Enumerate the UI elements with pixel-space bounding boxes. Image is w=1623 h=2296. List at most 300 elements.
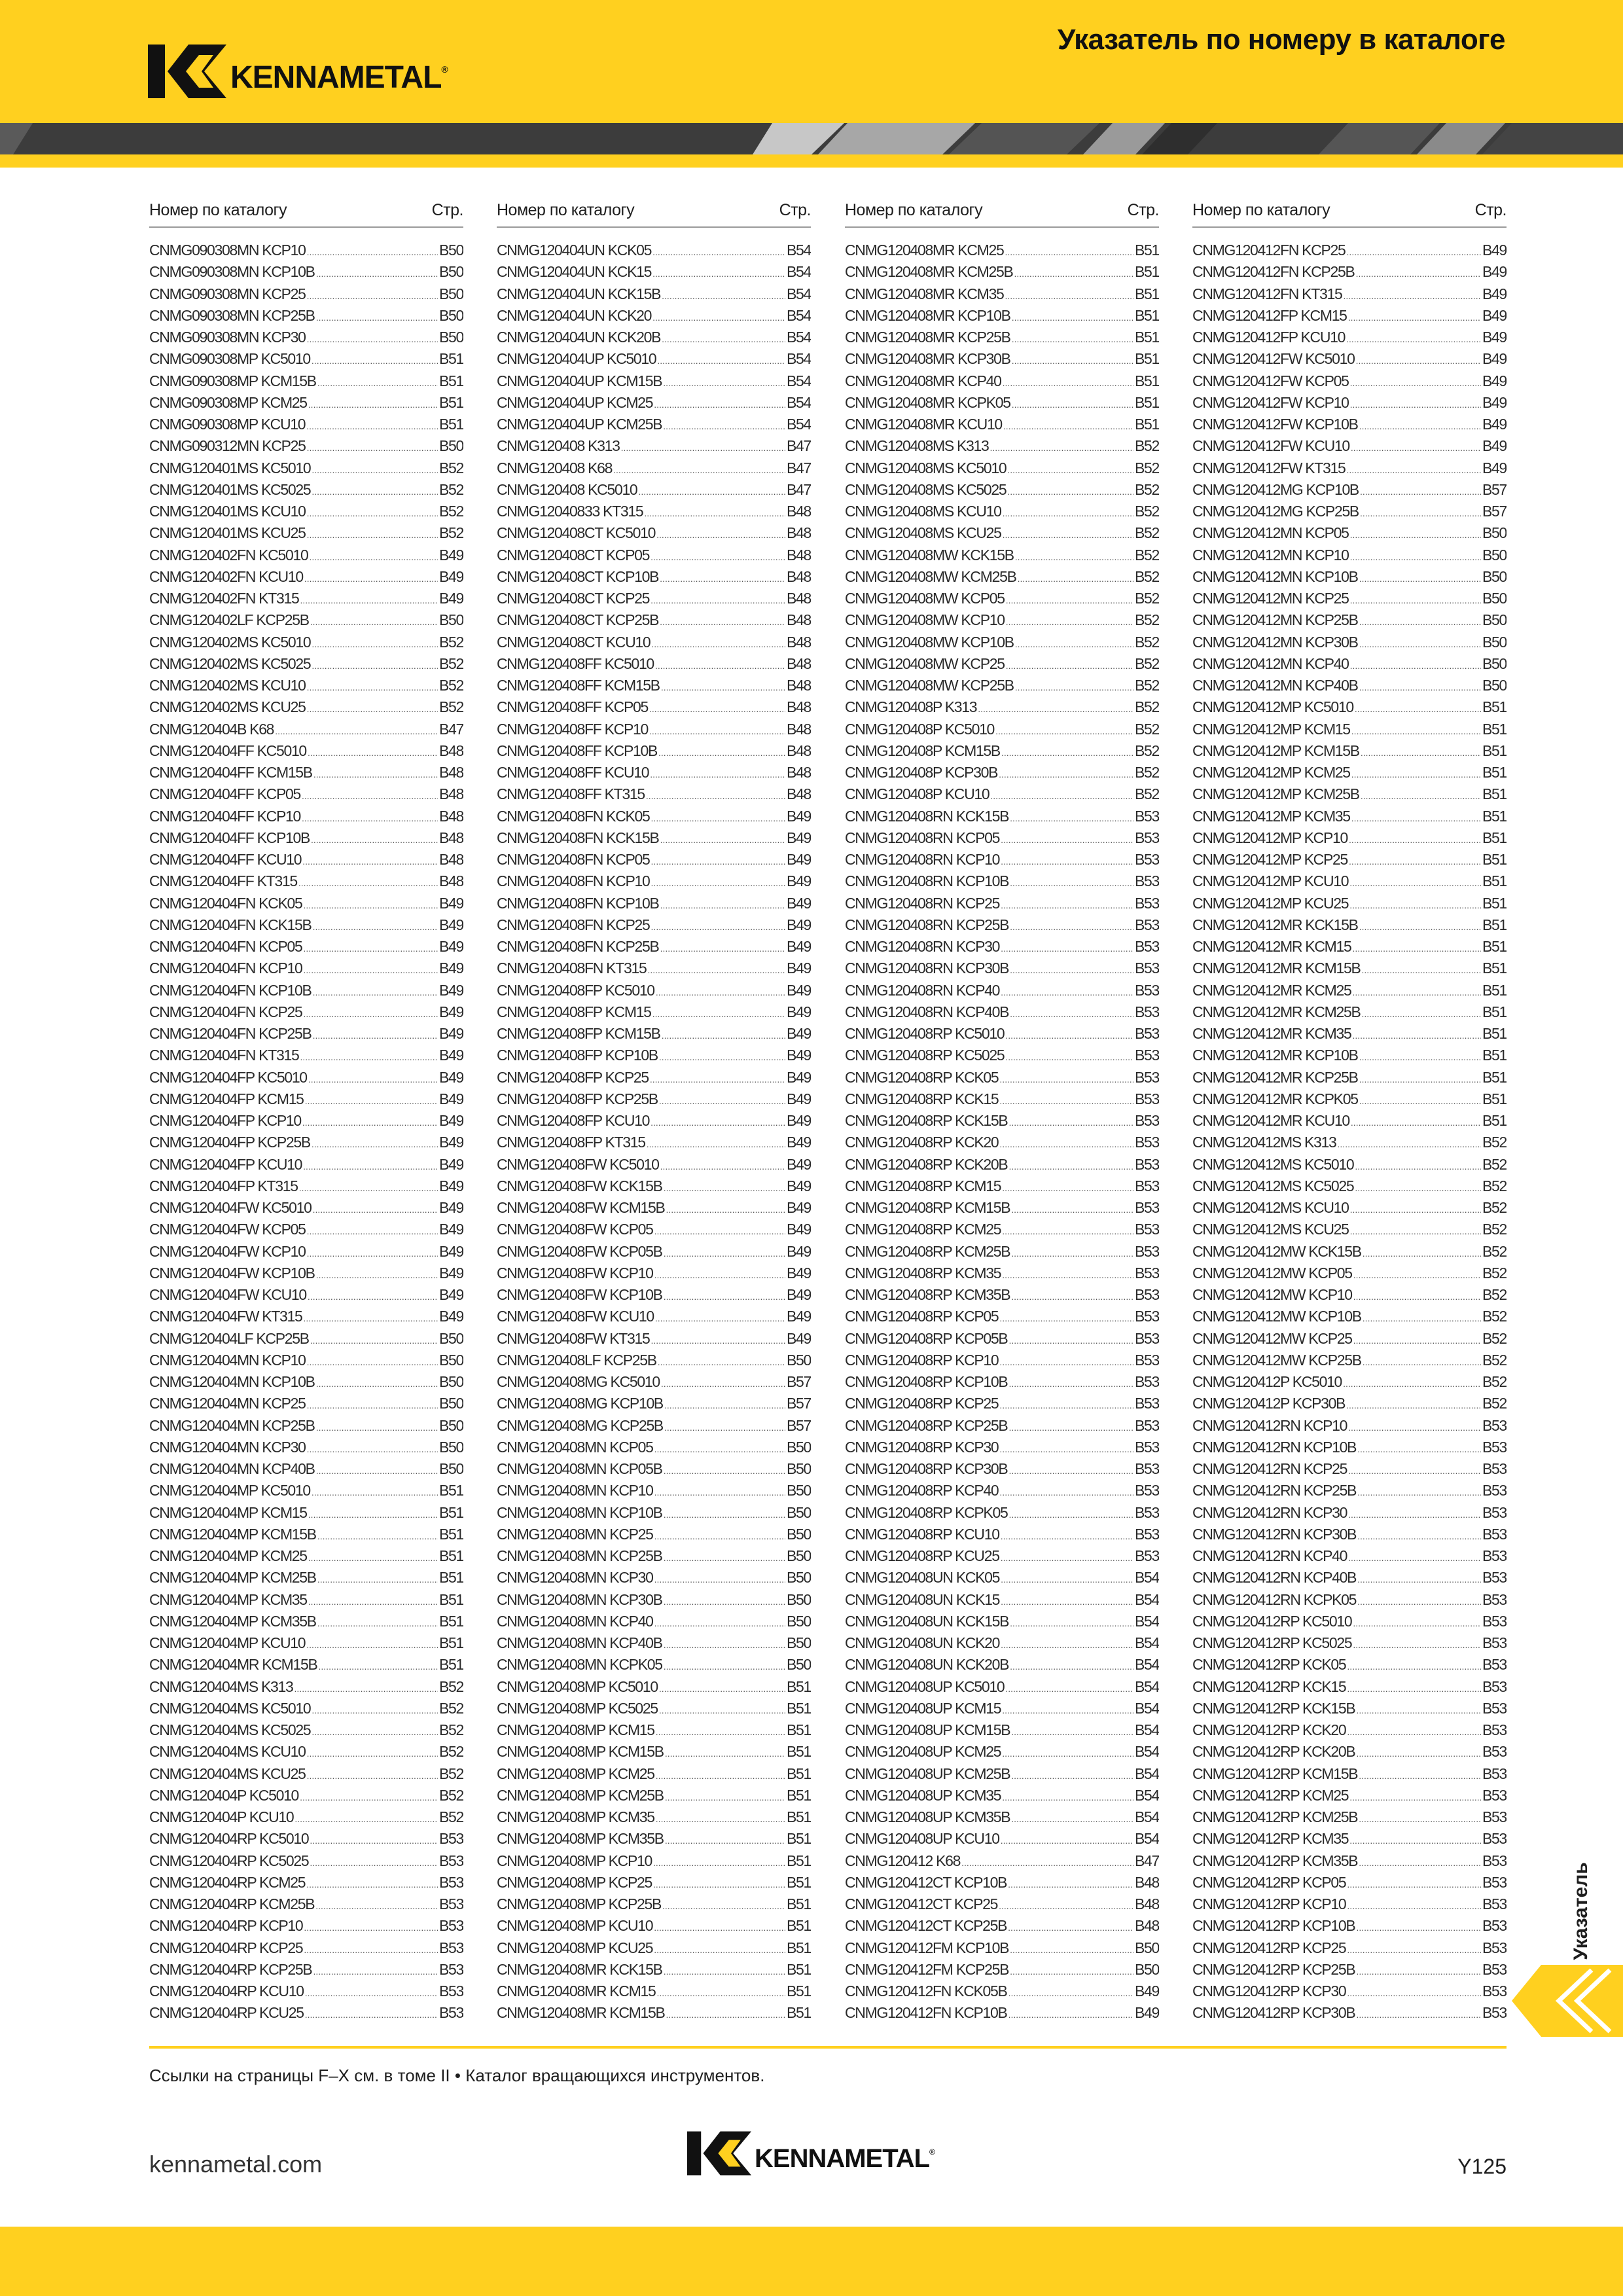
page-reference[interactable]: B47 xyxy=(786,459,811,476)
page-reference[interactable]: B47 xyxy=(786,480,811,498)
page-reference[interactable]: B51 xyxy=(1482,1003,1507,1020)
page-reference[interactable]: B53 xyxy=(1482,1416,1507,1434)
index-row[interactable] xyxy=(497,1676,811,1698)
page-reference[interactable]: B49 xyxy=(786,1068,811,1086)
page-reference[interactable]: B53 xyxy=(1482,1460,1507,1477)
page-reference[interactable]: B48 xyxy=(786,546,811,564)
index-row[interactable] xyxy=(497,675,811,696)
index-row[interactable] xyxy=(497,1001,811,1023)
page-reference[interactable]: B49 xyxy=(786,1177,811,1194)
page-reference[interactable]: B49 xyxy=(438,894,463,912)
index-row[interactable] xyxy=(1192,914,1507,936)
page-reference[interactable]: B49 xyxy=(786,894,811,912)
index-row[interactable] xyxy=(845,283,1159,305)
page-reference[interactable]: B51 xyxy=(786,1786,811,1804)
index-row[interactable] xyxy=(845,1959,1159,1981)
index-row[interactable] xyxy=(1192,1937,1507,1959)
page-reference[interactable]: B53 xyxy=(1134,1503,1159,1521)
index-row[interactable] xyxy=(149,1154,463,1175)
page-reference[interactable]: B51 xyxy=(1482,1090,1507,1107)
page-reference[interactable]: B49 xyxy=(786,807,811,825)
page-reference[interactable]: B52 xyxy=(438,1786,463,1804)
index-row[interactable] xyxy=(1192,1284,1507,1306)
index-row[interactable] xyxy=(149,1524,463,1545)
page-reference[interactable]: B51 xyxy=(438,1482,463,1499)
page-reference[interactable]: B48 xyxy=(438,807,463,825)
index-row[interactable] xyxy=(497,1175,811,1197)
page-reference[interactable]: B51 xyxy=(1482,851,1507,868)
page-reference[interactable]: B51 xyxy=(438,1590,463,1608)
index-row[interactable] xyxy=(845,1567,1159,1588)
index-row[interactable] xyxy=(149,1850,463,1872)
page-reference[interactable]: B53 xyxy=(438,1917,463,1935)
index-row[interactable] xyxy=(149,1545,463,1567)
page-reference[interactable]: B51 xyxy=(786,1895,811,1912)
page-reference[interactable]: B51 xyxy=(786,1982,811,2000)
page-reference[interactable]: B50 xyxy=(786,1482,811,1499)
page-reference[interactable]: B53 xyxy=(1134,938,1159,955)
page-reference[interactable]: B51 xyxy=(786,1699,811,1717)
page-reference[interactable]: B53 xyxy=(1134,1264,1159,1282)
page-reference[interactable]: B53 xyxy=(1482,1786,1507,1804)
index-row[interactable] xyxy=(845,1806,1159,1828)
index-row[interactable] xyxy=(1192,1415,1507,1437)
index-row[interactable] xyxy=(149,414,463,435)
index-row[interactable] xyxy=(497,1741,811,1763)
index-row[interactable] xyxy=(1192,1893,1507,1915)
page-reference[interactable]: B51 xyxy=(438,1525,463,1543)
page-reference[interactable]: B49 xyxy=(438,1264,463,1282)
page-reference[interactable]: B51 xyxy=(786,1721,811,1738)
index-row[interactable] xyxy=(497,609,811,631)
page-reference[interactable]: B51 xyxy=(786,1830,811,1848)
index-row[interactable] xyxy=(149,1915,463,1937)
page-reference[interactable]: B50 xyxy=(438,242,463,259)
index-row[interactable] xyxy=(1192,1632,1507,1654)
index-row[interactable] xyxy=(1192,1350,1507,1371)
page-reference[interactable]: B51 xyxy=(1482,807,1507,825)
index-row[interactable] xyxy=(1192,936,1507,958)
index-row[interactable] xyxy=(497,566,811,588)
page-reference[interactable]: B48 xyxy=(1134,1873,1159,1891)
page-reference[interactable]: B51 xyxy=(1482,916,1507,933)
page-reference[interactable]: B52 xyxy=(438,1765,463,1782)
index-row[interactable] xyxy=(845,1741,1159,1763)
page-reference[interactable]: B49 xyxy=(786,1155,811,1173)
page-reference[interactable]: B49 xyxy=(438,916,463,933)
page-reference[interactable]: B51 xyxy=(1482,785,1507,803)
side-tab[interactable] xyxy=(1542,1846,1620,1977)
page-reference[interactable]: B52 xyxy=(438,1721,463,1738)
index-row[interactable] xyxy=(845,1306,1159,1327)
index-row[interactable] xyxy=(149,1088,463,1110)
page-reference[interactable]: B50 xyxy=(786,1590,811,1608)
index-row[interactable] xyxy=(497,2002,811,2024)
page-reference[interactable]: B48 xyxy=(438,829,463,846)
page-reference[interactable]: B53 xyxy=(1482,1808,1507,1825)
index-row[interactable] xyxy=(149,1241,463,1263)
page-reference[interactable]: B50 xyxy=(786,1438,811,1456)
index-row[interactable] xyxy=(845,435,1159,457)
index-row[interactable] xyxy=(149,1437,463,1458)
index-row[interactable] xyxy=(149,1806,463,1828)
page-reference[interactable]: B51 xyxy=(786,1852,811,1869)
index-row[interactable] xyxy=(1192,1480,1507,1501)
index-row[interactable] xyxy=(497,545,811,566)
page-reference[interactable]: B53 xyxy=(1482,1873,1507,1891)
index-row[interactable] xyxy=(497,1480,811,1501)
page-reference[interactable]: B49 xyxy=(438,1047,463,1064)
page-reference[interactable]: B51 xyxy=(438,1612,463,1630)
index-row[interactable] xyxy=(1192,1241,1507,1263)
page-reference[interactable]: B49 xyxy=(786,1286,811,1303)
page-reference[interactable]: B51 xyxy=(438,350,463,368)
page-reference[interactable]: B52 xyxy=(1482,1286,1507,1303)
page-reference[interactable]: B49 xyxy=(786,1134,811,1151)
page-reference[interactable]: B51 xyxy=(1482,894,1507,912)
index-row[interactable] xyxy=(845,1437,1159,1458)
index-row[interactable] xyxy=(845,1350,1159,1371)
page-reference[interactable]: B53 xyxy=(1482,1830,1507,1848)
page-reference[interactable]: B50 xyxy=(786,1547,811,1564)
index-row[interactable] xyxy=(845,1023,1159,1045)
page-reference[interactable]: B51 xyxy=(1134,285,1159,302)
index-row[interactable] xyxy=(149,1567,463,1588)
page-reference[interactable]: B53 xyxy=(1134,1068,1159,1086)
index-row[interactable] xyxy=(149,1981,463,2002)
index-row[interactable] xyxy=(497,1524,811,1545)
index-row[interactable] xyxy=(149,1045,463,1066)
page-reference[interactable]: B50 xyxy=(1482,590,1507,607)
page-reference[interactable]: B50 xyxy=(786,1460,811,1477)
index-row[interactable] xyxy=(1192,849,1507,870)
index-row[interactable] xyxy=(845,1676,1159,1698)
index-row[interactable] xyxy=(845,827,1159,849)
page-reference[interactable]: B48 xyxy=(438,764,463,781)
index-row[interactable] xyxy=(845,370,1159,392)
index-row[interactable] xyxy=(1192,696,1507,718)
page-reference[interactable]: B50 xyxy=(438,285,463,302)
index-row[interactable] xyxy=(149,653,463,675)
page-reference[interactable]: B49 xyxy=(1482,372,1507,389)
page-reference[interactable]: B54 xyxy=(1134,1721,1159,1738)
page-reference[interactable]: B54 xyxy=(1134,1765,1159,1782)
page-reference[interactable]: B51 xyxy=(1134,393,1159,411)
page-reference[interactable]: B49 xyxy=(786,1003,811,1020)
page-reference[interactable]: B53 xyxy=(438,1960,463,1978)
index-row[interactable] xyxy=(1192,1828,1507,1850)
page-reference[interactable]: B49 xyxy=(438,1025,463,1042)
index-row[interactable] xyxy=(149,1067,463,1088)
page-reference[interactable]: B53 xyxy=(1482,1438,1507,1456)
page-reference[interactable]: B51 xyxy=(1482,872,1507,890)
index-row[interactable] xyxy=(149,675,463,696)
index-row[interactable] xyxy=(149,2002,463,2024)
index-row[interactable] xyxy=(1192,1719,1507,1741)
index-row[interactable] xyxy=(149,958,463,979)
page-reference[interactable]: B51 xyxy=(1134,416,1159,433)
index-row[interactable] xyxy=(149,1132,463,1153)
index-row[interactable] xyxy=(1192,1154,1507,1175)
page-reference[interactable]: B53 xyxy=(1482,1743,1507,1761)
page-reference[interactable]: B53 xyxy=(1134,1199,1159,1216)
index-row[interactable] xyxy=(149,545,463,566)
page-reference[interactable]: B49 xyxy=(438,1134,463,1151)
index-row[interactable] xyxy=(497,1589,811,1611)
page-reference[interactable]: B54 xyxy=(1134,1569,1159,1587)
page-reference[interactable]: B49 xyxy=(438,1068,463,1086)
index-row[interactable] xyxy=(497,1371,811,1393)
index-row[interactable] xyxy=(497,958,811,979)
index-row[interactable] xyxy=(1192,806,1507,827)
index-row[interactable] xyxy=(1192,1785,1507,1806)
page-reference[interactable]: B49 xyxy=(786,981,811,999)
index-row[interactable] xyxy=(845,675,1159,696)
page-reference[interactable]: B51 xyxy=(1134,263,1159,281)
index-row[interactable] xyxy=(149,914,463,936)
index-row[interactable] xyxy=(497,327,811,348)
page-reference[interactable]: B48 xyxy=(786,611,811,629)
index-row[interactable] xyxy=(149,1785,463,1806)
page-reference[interactable]: B51 xyxy=(1482,764,1507,781)
index-row[interactable] xyxy=(497,1023,811,1045)
index-row[interactable] xyxy=(149,1893,463,1915)
index-row[interactable] xyxy=(497,762,811,783)
page-reference[interactable]: B54 xyxy=(786,242,811,259)
page-reference[interactable]: B51 xyxy=(438,1656,463,1674)
index-row[interactable] xyxy=(845,893,1159,914)
index-row[interactable] xyxy=(1192,762,1507,783)
index-row[interactable] xyxy=(1192,348,1507,370)
page-reference[interactable]: B52 xyxy=(438,1743,463,1761)
page-reference[interactable]: B52 xyxy=(1134,480,1159,498)
page-reference[interactable]: B53 xyxy=(438,1939,463,1956)
index-row[interactable] xyxy=(845,1611,1159,1632)
page-reference[interactable]: B52 xyxy=(1134,459,1159,476)
index-row[interactable] xyxy=(845,958,1159,979)
page-reference[interactable]: B53 xyxy=(1134,1112,1159,1129)
index-row[interactable] xyxy=(1192,783,1507,805)
page-reference[interactable]: B53 xyxy=(438,2004,463,2022)
page-reference[interactable]: B50 xyxy=(438,1438,463,1456)
index-row[interactable] xyxy=(497,1458,811,1480)
page-reference[interactable]: B50 xyxy=(1482,655,1507,672)
index-row[interactable] xyxy=(845,740,1159,762)
page-reference[interactable]: B52 xyxy=(1134,546,1159,564)
page-reference[interactable]: B51 xyxy=(1482,1025,1507,1042)
page-reference[interactable]: B49 xyxy=(786,1242,811,1260)
index-row[interactable] xyxy=(1192,370,1507,392)
index-row[interactable] xyxy=(149,1175,463,1197)
page-reference[interactable]: B53 xyxy=(1134,1090,1159,1107)
page-reference[interactable]: B49 xyxy=(786,1221,811,1238)
page-reference[interactable]: B48 xyxy=(438,872,463,890)
index-row[interactable] xyxy=(1192,566,1507,588)
index-row[interactable] xyxy=(149,348,463,370)
page-reference[interactable]: B52 xyxy=(1482,1395,1507,1412)
index-row[interactable] xyxy=(1192,1567,1507,1588)
index-row[interactable] xyxy=(149,1872,463,1893)
index-row[interactable] xyxy=(845,1524,1159,1545)
page-reference[interactable]: B50 xyxy=(786,1569,811,1587)
page-reference[interactable]: B50 xyxy=(1134,1960,1159,1978)
page-reference[interactable]: B50 xyxy=(438,1373,463,1390)
index-row[interactable] xyxy=(149,980,463,1001)
index-row[interactable] xyxy=(1192,1763,1507,1785)
page-reference[interactable]: B53 xyxy=(1134,807,1159,825)
index-row[interactable] xyxy=(497,980,811,1001)
page-reference[interactable]: B51 xyxy=(438,1634,463,1651)
index-row[interactable] xyxy=(497,1067,811,1088)
index-row[interactable] xyxy=(149,327,463,348)
index-row[interactable] xyxy=(1192,501,1507,522)
index-row[interactable] xyxy=(149,870,463,892)
page-reference[interactable]: B51 xyxy=(1482,981,1507,999)
page-reference[interactable]: B48 xyxy=(786,677,811,694)
index-row[interactable] xyxy=(845,566,1159,588)
page-reference[interactable]: B54 xyxy=(1134,1656,1159,1674)
index-row[interactable] xyxy=(845,1045,1159,1066)
page-reference[interactable]: B49 xyxy=(786,1047,811,1064)
index-row[interactable] xyxy=(1192,392,1507,414)
index-row[interactable] xyxy=(149,1611,463,1632)
page-reference[interactable]: B50 xyxy=(1482,611,1507,629)
index-row[interactable] xyxy=(1192,1959,1507,1981)
index-row[interactable] xyxy=(845,1067,1159,1088)
page-reference[interactable]: B51 xyxy=(786,1765,811,1782)
index-row[interactable] xyxy=(1192,1371,1507,1393)
index-row[interactable] xyxy=(845,1698,1159,1719)
index-row[interactable] xyxy=(149,305,463,327)
page-reference[interactable]: B52 xyxy=(438,677,463,694)
index-row[interactable] xyxy=(845,1589,1159,1611)
page-reference[interactable]: B51 xyxy=(438,393,463,411)
index-row[interactable] xyxy=(845,632,1159,653)
page-reference[interactable]: B53 xyxy=(1482,1569,1507,1587)
page-reference[interactable]: B50 xyxy=(1482,567,1507,585)
page-reference[interactable]: B49 xyxy=(1482,263,1507,281)
page-reference[interactable]: B53 xyxy=(1482,1895,1507,1912)
index-row[interactable] xyxy=(1192,1263,1507,1284)
page-reference[interactable]: B53 xyxy=(1482,1721,1507,1738)
page-reference[interactable]: B49 xyxy=(1482,285,1507,302)
index-row[interactable] xyxy=(497,827,811,849)
page-reference[interactable]: B53 xyxy=(1134,1351,1159,1369)
index-row[interactable] xyxy=(497,783,811,805)
page-reference[interactable]: B54 xyxy=(786,393,811,411)
page-reference[interactable]: B53 xyxy=(1482,1590,1507,1608)
index-row[interactable] xyxy=(1192,609,1507,631)
index-row[interactable] xyxy=(845,1654,1159,1676)
index-row[interactable] xyxy=(1192,1611,1507,1632)
index-row[interactable] xyxy=(497,1045,811,1066)
index-row[interactable] xyxy=(845,392,1159,414)
index-row[interactable] xyxy=(845,1480,1159,1501)
index-row[interactable] xyxy=(845,1132,1159,1153)
page-reference[interactable]: B51 xyxy=(1482,742,1507,759)
index-row[interactable] xyxy=(149,1001,463,1023)
page-reference[interactable]: B52 xyxy=(1482,1329,1507,1347)
index-row[interactable] xyxy=(149,1632,463,1654)
page-reference[interactable]: B48 xyxy=(786,503,811,520)
page-reference[interactable]: B51 xyxy=(1482,829,1507,846)
index-row[interactable] xyxy=(845,1175,1159,1197)
page-reference[interactable]: B49 xyxy=(438,1112,463,1129)
page-reference[interactable]: B51 xyxy=(786,1960,811,1978)
index-row[interactable] xyxy=(845,1328,1159,1350)
page-reference[interactable]: B49 xyxy=(438,1177,463,1194)
page-reference[interactable]: B49 xyxy=(1134,1982,1159,2000)
page-reference[interactable]: B53 xyxy=(1134,1416,1159,1434)
page-reference[interactable]: B49 xyxy=(438,981,463,999)
index-row[interactable] xyxy=(845,980,1159,1001)
page-reference[interactable]: B53 xyxy=(1134,894,1159,912)
index-row[interactable] xyxy=(497,1263,811,1284)
index-row[interactable] xyxy=(845,1001,1159,1023)
index-row[interactable] xyxy=(845,305,1159,327)
page-reference[interactable]: B50 xyxy=(786,1634,811,1651)
page-reference[interactable]: B49 xyxy=(438,567,463,585)
page-reference[interactable]: B49 xyxy=(438,938,463,955)
page-reference[interactable]: B52 xyxy=(1134,590,1159,607)
index-row[interactable] xyxy=(1192,457,1507,479)
index-row[interactable] xyxy=(845,1197,1159,1219)
index-row[interactable] xyxy=(497,240,811,261)
page-reference[interactable]: B52 xyxy=(1134,633,1159,651)
page-reference[interactable]: B53 xyxy=(438,1830,463,1848)
index-row[interactable] xyxy=(149,283,463,305)
index-row[interactable] xyxy=(1192,1132,1507,1153)
page-reference[interactable]: B49 xyxy=(786,960,811,977)
index-row[interactable] xyxy=(845,522,1159,544)
page-reference[interactable]: B50 xyxy=(1482,677,1507,694)
index-row[interactable] xyxy=(845,348,1159,370)
page-reference[interactable]: B51 xyxy=(438,1547,463,1564)
index-row[interactable] xyxy=(1192,632,1507,653)
index-row[interactable] xyxy=(497,522,811,544)
index-row[interactable] xyxy=(845,1110,1159,1132)
index-row[interactable] xyxy=(149,632,463,653)
page-reference[interactable]: B53 xyxy=(1134,1525,1159,1543)
page-reference[interactable]: B48 xyxy=(786,785,811,803)
page-reference[interactable]: B53 xyxy=(1482,1765,1507,1782)
index-row[interactable] xyxy=(845,914,1159,936)
index-row[interactable] xyxy=(845,1219,1159,1240)
page-reference[interactable]: B49 xyxy=(786,1025,811,1042)
page-reference[interactable]: B52 xyxy=(1482,1373,1507,1390)
index-row[interactable] xyxy=(497,392,811,414)
page-reference[interactable]: B50 xyxy=(1482,633,1507,651)
index-row[interactable] xyxy=(149,1480,463,1501)
page-reference[interactable]: B53 xyxy=(1134,872,1159,890)
page-reference[interactable]: B53 xyxy=(1134,1438,1159,1456)
index-row[interactable] xyxy=(497,1785,811,1806)
index-row[interactable] xyxy=(845,1872,1159,1893)
page-reference[interactable]: B53 xyxy=(1482,1656,1507,1674)
index-row[interactable] xyxy=(497,1611,811,1632)
index-row[interactable] xyxy=(149,1719,463,1741)
page-reference[interactable]: B53 xyxy=(1134,1460,1159,1477)
page-reference[interactable]: B53 xyxy=(1482,1547,1507,1564)
page-reference[interactable]: B51 xyxy=(786,1808,811,1825)
index-row[interactable] xyxy=(497,588,811,609)
index-row[interactable] xyxy=(497,261,811,283)
page-reference[interactable]: B51 xyxy=(786,2004,811,2022)
index-row[interactable] xyxy=(845,1915,1159,1937)
page-reference[interactable]: B51 xyxy=(1482,1068,1507,1086)
page-reference[interactable]: B49 xyxy=(1134,2004,1159,2022)
index-row[interactable] xyxy=(1192,1045,1507,1066)
